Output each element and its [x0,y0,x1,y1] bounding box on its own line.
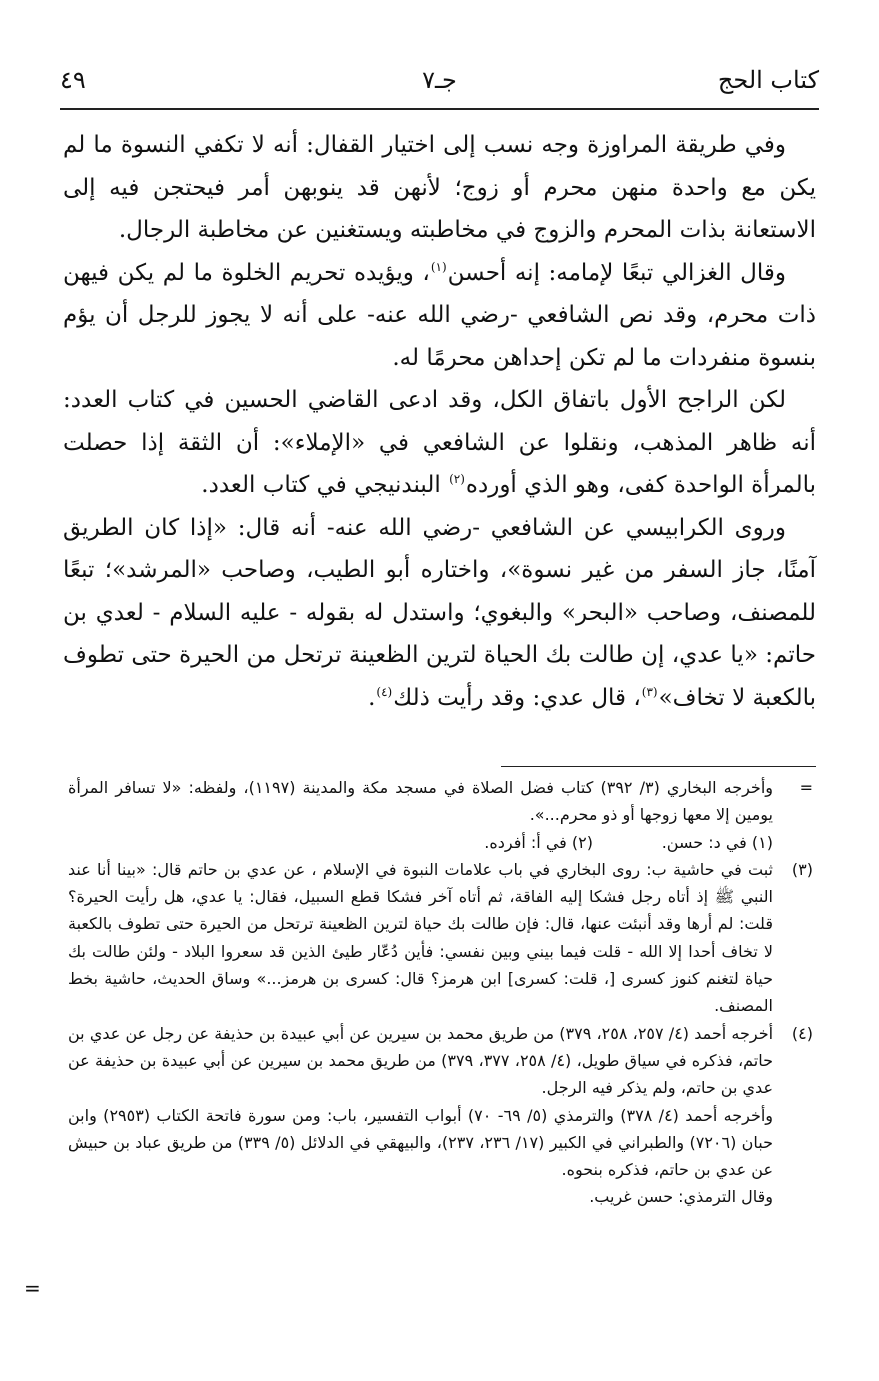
footnote-4: (٤) أخرجه أحمد (٤/ ٢٥٧، ٢٥٨، ٣٧٩) من طريق محمد بن سيرين عن أبي عبيدة بن حذيفة عن رجل عن عدي بن حاتم، فذكره في سياق طويل، (٤/ ٢٥٨، ٣٧٧، ٣٧٩) من طريق محمد بن سيرين عن أبي عبيدة بن حذيفة عن عدي بن حاتم، ولم يذكر فيه الرجل. [68,1023,813,1098]
footnote-4-part-2: وأخرجه أحمد (٤/ ٣٧٨) والترمذي (٥/ ٦٩- ٧٠) أبواب التفسير، باب: ومن سورة فاتحة الكتاب (٢٩٥٣) وابن حبان (٧٢٠٦) والطبراني في الكبير (١٧/ ٢٣٦، ٢٣٧)، والبيهقي في الدلائل (٥/ ٣٣٩) من طريق عباد بن حبيش عن عدي بن حاتم، فذكره بنحوه. [68,1105,774,1180]
footnote-2: (٢) في أ: أفرده. [484,832,593,852]
footnotes-1-2 [68,829,813,856]
header-rule [60,108,819,110]
footnote-4-part-3: وقال الترمذي: حسن غريب. [589,1187,773,1207]
continuation-margin-mark: = [24,1276,41,1300]
footnotes [68,774,813,1211]
chapter-title: كتاب الحج [717,66,819,94]
footnote-ref-4[interactable]: (٤) [376,684,393,699]
paragraph-4: وروى الكرابيسي عن الشافعي -رضي الله عنه- أنه قال: «إذا كان الطريق آمنًا، جاز السفر من غير نسوة»، واختاره أبو الطيب، وصاحب «المرشد»؛ تبعًا للمصنف، وصاحب «البحر» والبغوي؛ واستدل له بقوله - عليه السلام - لعدي بن حاتم: «يا عدي، إن طالت بك الحياة لترين الظعينة ترتحل من الحيرة حتى تطوف بالكعبة لا تخاف»$^{(٣)}$، قال عدي: وقد رأيت ذلك$^{(٤)}$. [63,514,816,711]
running-header [60,60,819,100]
paragraph-3: لكن الراجح الأول باتفاق الكل، وقد ادعى القاضي الحسين في كتاب العدد: أنه ظاهر المذهب، ونقلوا عن الشافعي في «الإملاء»: أن الثقة إذا حصلت بالمرأة الواحدة كفى، وهو الذي أورده$^{(٢)}$ البندنيجي في كتاب العدد. [63,387,816,498]
continuation-mark: = [799,778,813,797]
paragraph-1: وفي طريقة المراوزة وجه نسب إلى اختيار القفال: أنه لا تكفي النسوة ما لم يكن مع واحدة منهن محرم أو زوج؛ لأنهن قد ينوبهن أمر فيحتجن فيه إلى الاستعانة بذات المحرم والزوج في مخاطبته ويستغنين عن مخاطبة الرجال. [63,132,816,243]
main-text [63,124,816,719]
footnote-ref-1[interactable]: (١) [430,259,447,274]
footnote-3: (٣) ثبت في حاشية ب: روى البخاري في باب علامات النبوة في الإسلام ، عن عدي بن حاتم قال: «بينا أنا عند النبي ﷺ إذ أتاه رجل فشكا إليه الفاقة، ثم أتاه آخر فشكا قطع السبيل، فقال: يا عدي، هل رأيت الحيرة؟ قلت: لم أرها وقد أنبئت عنها، قال: فإن طالت بك حياة لترين الظعينة ترتحل من الحيرة حتى تطوف بالكعبة لا تخاف أحدا إلا الله - قلت فيما بيني وبين نفسي: فأين دُعّار طيئ الذين قد سعروا البلاد - ولئن طالت بك حياة لتغنم كنوز كسرى [، قلت: كسرى] ابن هرمز؟ قال: كسرى بن هرمز...» وساق الحديث، حاشية بخط المصنف. [68,859,813,1016]
volume-label: جـ٧ [422,66,457,94]
footnote-ref-2[interactable]: (٢) [449,472,465,487]
footnote-continuation: = وأخرجه البخاري (٣/ ٣٩٢) كتاب فضل الصلاة في مسجد مكة والمدينة (١١٩٧)، ولفظه: «لا تسافر المرأة يومين إلا معها زوجها أو ذو محرم...». [68,774,813,829]
paragraph-2: وقال الغزالي تبعًا لإمامه: إنه أحسن$^{(١)}$، ويؤيده تحريم الخلوة ما لم يكن فيهن ذات محرم، وقد نص الشافعي -رضي الله عنه- على أنه لا يجوز للرجل أن يؤم بنسوة منفردات ما لم تكن إحداهن محرمًا له. [63,259,816,371]
footnote-separator [501,766,816,767]
page-number: ٤٩ [60,66,86,94]
footnote-ref-3[interactable]: (٣) [641,684,658,699]
footnote-1: (١) في د: حسن. [661,832,773,852]
